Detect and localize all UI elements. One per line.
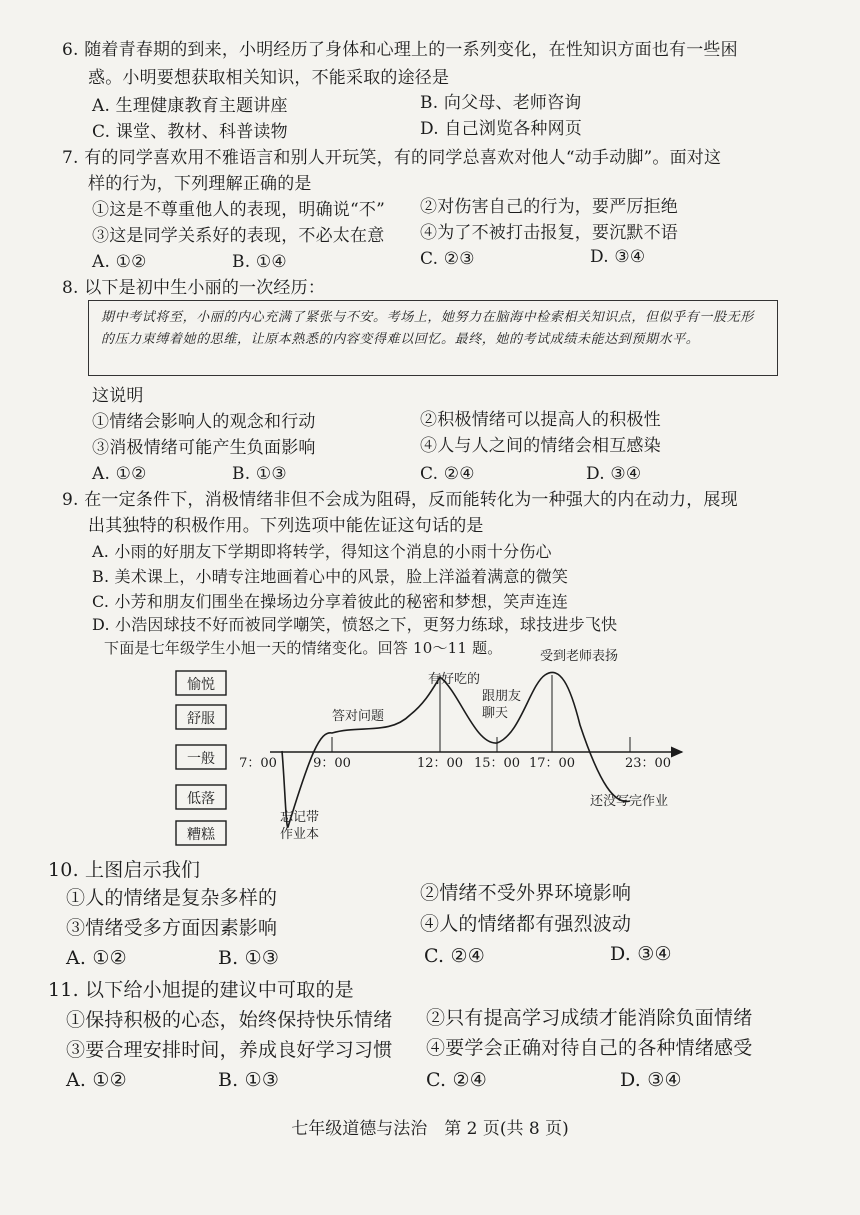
q9-option-b: B. 美术课上，小晴专注地画着心中的风景，脸上洋溢着满意的微笑 <box>92 567 569 586</box>
annotation-1: 答对问题 <box>332 709 385 724</box>
q10-statement-1: ①人的情绪是复杂多样的 <box>66 887 278 909</box>
q7-statement-4: ④为了不被打击报复，要沉默不语 <box>420 223 678 243</box>
q10-option-d: D. ③④ <box>610 943 672 965</box>
q6-option-c: C. 课堂、教材、科普读物 <box>92 122 288 142</box>
q10-statement-3: ③情绪受多方面因素影响 <box>66 917 278 939</box>
q7-statement-1: ①这是不尊重他人的表现，明确说“不” <box>92 200 385 220</box>
q11-option-d: D. ③④ <box>620 1069 682 1091</box>
q10-option-b: B. ①③ <box>218 947 280 969</box>
q7-stem-line1: 7. 有的同学喜欢用不雅语言和别人开玩笑，有的同学总喜欢对他人“动手动脚”。面对这 <box>62 148 722 168</box>
annotation-2: 有好吃的 <box>428 672 481 687</box>
q7-option-d: D. ③④ <box>590 247 646 267</box>
q8-option-c: C. ②④ <box>420 464 475 484</box>
q9-option-c: C. 小芳和朋友们围坐在操场边分享着彼此的秘密和梦想，笑声连连 <box>92 592 569 611</box>
level-label-4: 糟糕 <box>187 827 215 843</box>
page-footer: 七年级道德与法治 第 2 页(共 8 页) <box>291 1119 569 1139</box>
q11-option-c: C. ②④ <box>426 1069 488 1091</box>
q9-stem-line2: 出其独特的积极作用。下列选项中能佐证这句话的是 <box>88 516 484 536</box>
q8-stem: 8. 以下是初中生小丽的一次经历： <box>62 278 326 298</box>
tick-label-1: 9：00 <box>313 756 351 771</box>
annotation-4: 受到老师表扬 <box>540 649 619 664</box>
q8-statement-2: ②积极情绪可以提高人的积极性 <box>420 410 661 430</box>
tick-label-5: 23：00 <box>624 756 672 771</box>
annotation-3-line2: 聊天 <box>482 706 509 721</box>
q10-option-a: A. ①② <box>66 947 127 969</box>
tick-label-4: 17：00 <box>528 756 576 771</box>
q8-statement-1: ①情绪会影响人的观念和行动 <box>92 412 316 432</box>
annotation-0-line2: 作业本 <box>280 827 320 842</box>
annotation-5: 还没写完作业 <box>590 794 669 809</box>
level-label-2: 一般 <box>187 751 215 767</box>
annotation-3: 跟朋友 <box>482 689 522 704</box>
q10-statement-2: ②情绪不受外界环境影响 <box>420 882 632 904</box>
q11-statement-3: ③要合理安排时间，养成良好学习习惯 <box>66 1039 393 1061</box>
q6-option-d: D. 自己浏览各种网页 <box>420 119 583 139</box>
q11-option-b: B. ①③ <box>218 1069 280 1091</box>
q7-statement-2: ②对伤害自己的行为，要严厉拒绝 <box>420 197 678 217</box>
q11-statement-1: ①保持积极的心态，始终保持快乐情绪 <box>66 1009 393 1031</box>
q10-stem: 10. 上图启示我们 <box>48 859 201 881</box>
q8-option-d: D. ③④ <box>586 464 642 484</box>
q7-statement-3: ③这是同学关系好的表现，不必太在意 <box>92 226 385 246</box>
q6-option-b: B. 向父母、老师咨询 <box>420 93 582 113</box>
q8-story-box: 期中考试将至，小丽的内心充满了紧张与不安。考场上，她努力在脑海中检索相关知识点，但似乎有一股无形的压力束缚着她的思维，让原本熟悉的内容变得难以回忆。最终，她的考试成绩未能达到预期水平。 <box>88 300 778 376</box>
mood-chart <box>160 645 700 855</box>
q7-stem-line2: 样的行为，下列理解正确的是 <box>88 174 312 194</box>
q9-option-d: D. 小浩因球技不好而被同学嘲笑，愤怒之下，更努力练球，球技进步飞快 <box>92 615 618 634</box>
level-label-1: 舒服 <box>187 711 215 727</box>
q9-stem-line1: 9. 在一定条件下，消极情绪非但不会成为阻碍，反而能转化为一种强大的内在动力，展现 <box>62 490 738 510</box>
q6-stem-line2: 惑。小明要想获取相关知识，不能采取的途径是 <box>88 68 450 88</box>
q7-option-a: A. ①② <box>92 252 147 272</box>
q8-lead: 这说明 <box>92 386 144 406</box>
tick-label-3: 15：00 <box>473 756 521 771</box>
q10-option-c: C. ②④ <box>424 945 486 967</box>
level-label-0: 愉悦 <box>187 677 215 693</box>
q8-statement-3: ③消极情绪可能产生负面影响 <box>92 438 316 458</box>
q6-stem-line1: 6. 随着青春期的到来，小明经历了身体和心理上的一系列变化，在性知识方面也有一些困 <box>62 40 738 60</box>
q6-option-a: A. 生理健康教育主题讲座 <box>92 96 288 116</box>
mood-curve <box>282 672 630 827</box>
tick-label-2: 12：00 <box>416 756 464 771</box>
q11-statement-2: ②只有提高学习成绩才能消除负面情绪 <box>426 1007 753 1029</box>
q8-option-b: B. ①③ <box>232 464 287 484</box>
q10-statement-4: ④人的情绪都有强烈波动 <box>420 913 632 935</box>
chart-intro: 下面是七年级学生小旭一天的情绪变化。回答 10～11 题。 <box>104 639 503 657</box>
q8-option-a: A. ①② <box>92 464 147 484</box>
q7-option-c: C. ②③ <box>420 249 475 269</box>
annotation-0: 忘记带 <box>280 810 320 825</box>
tick-label-0: 7：00 <box>239 756 277 771</box>
level-label-3: 低落 <box>187 791 215 807</box>
q11-stem: 11. 以下给小旭提的建议中可取的是 <box>48 979 354 1001</box>
q7-option-b: B. ①④ <box>232 252 287 272</box>
q8-statement-4: ④人与人之间的情绪会相互感染 <box>420 436 661 456</box>
q11-option-a: A. ①② <box>66 1069 127 1091</box>
q9-option-a: A. 小雨的好朋友下学期即将转学，得知这个消息的小雨十分伤心 <box>92 542 552 561</box>
q11-statement-4: ④要学会正确对待自己的各种情绪感受 <box>426 1037 753 1059</box>
